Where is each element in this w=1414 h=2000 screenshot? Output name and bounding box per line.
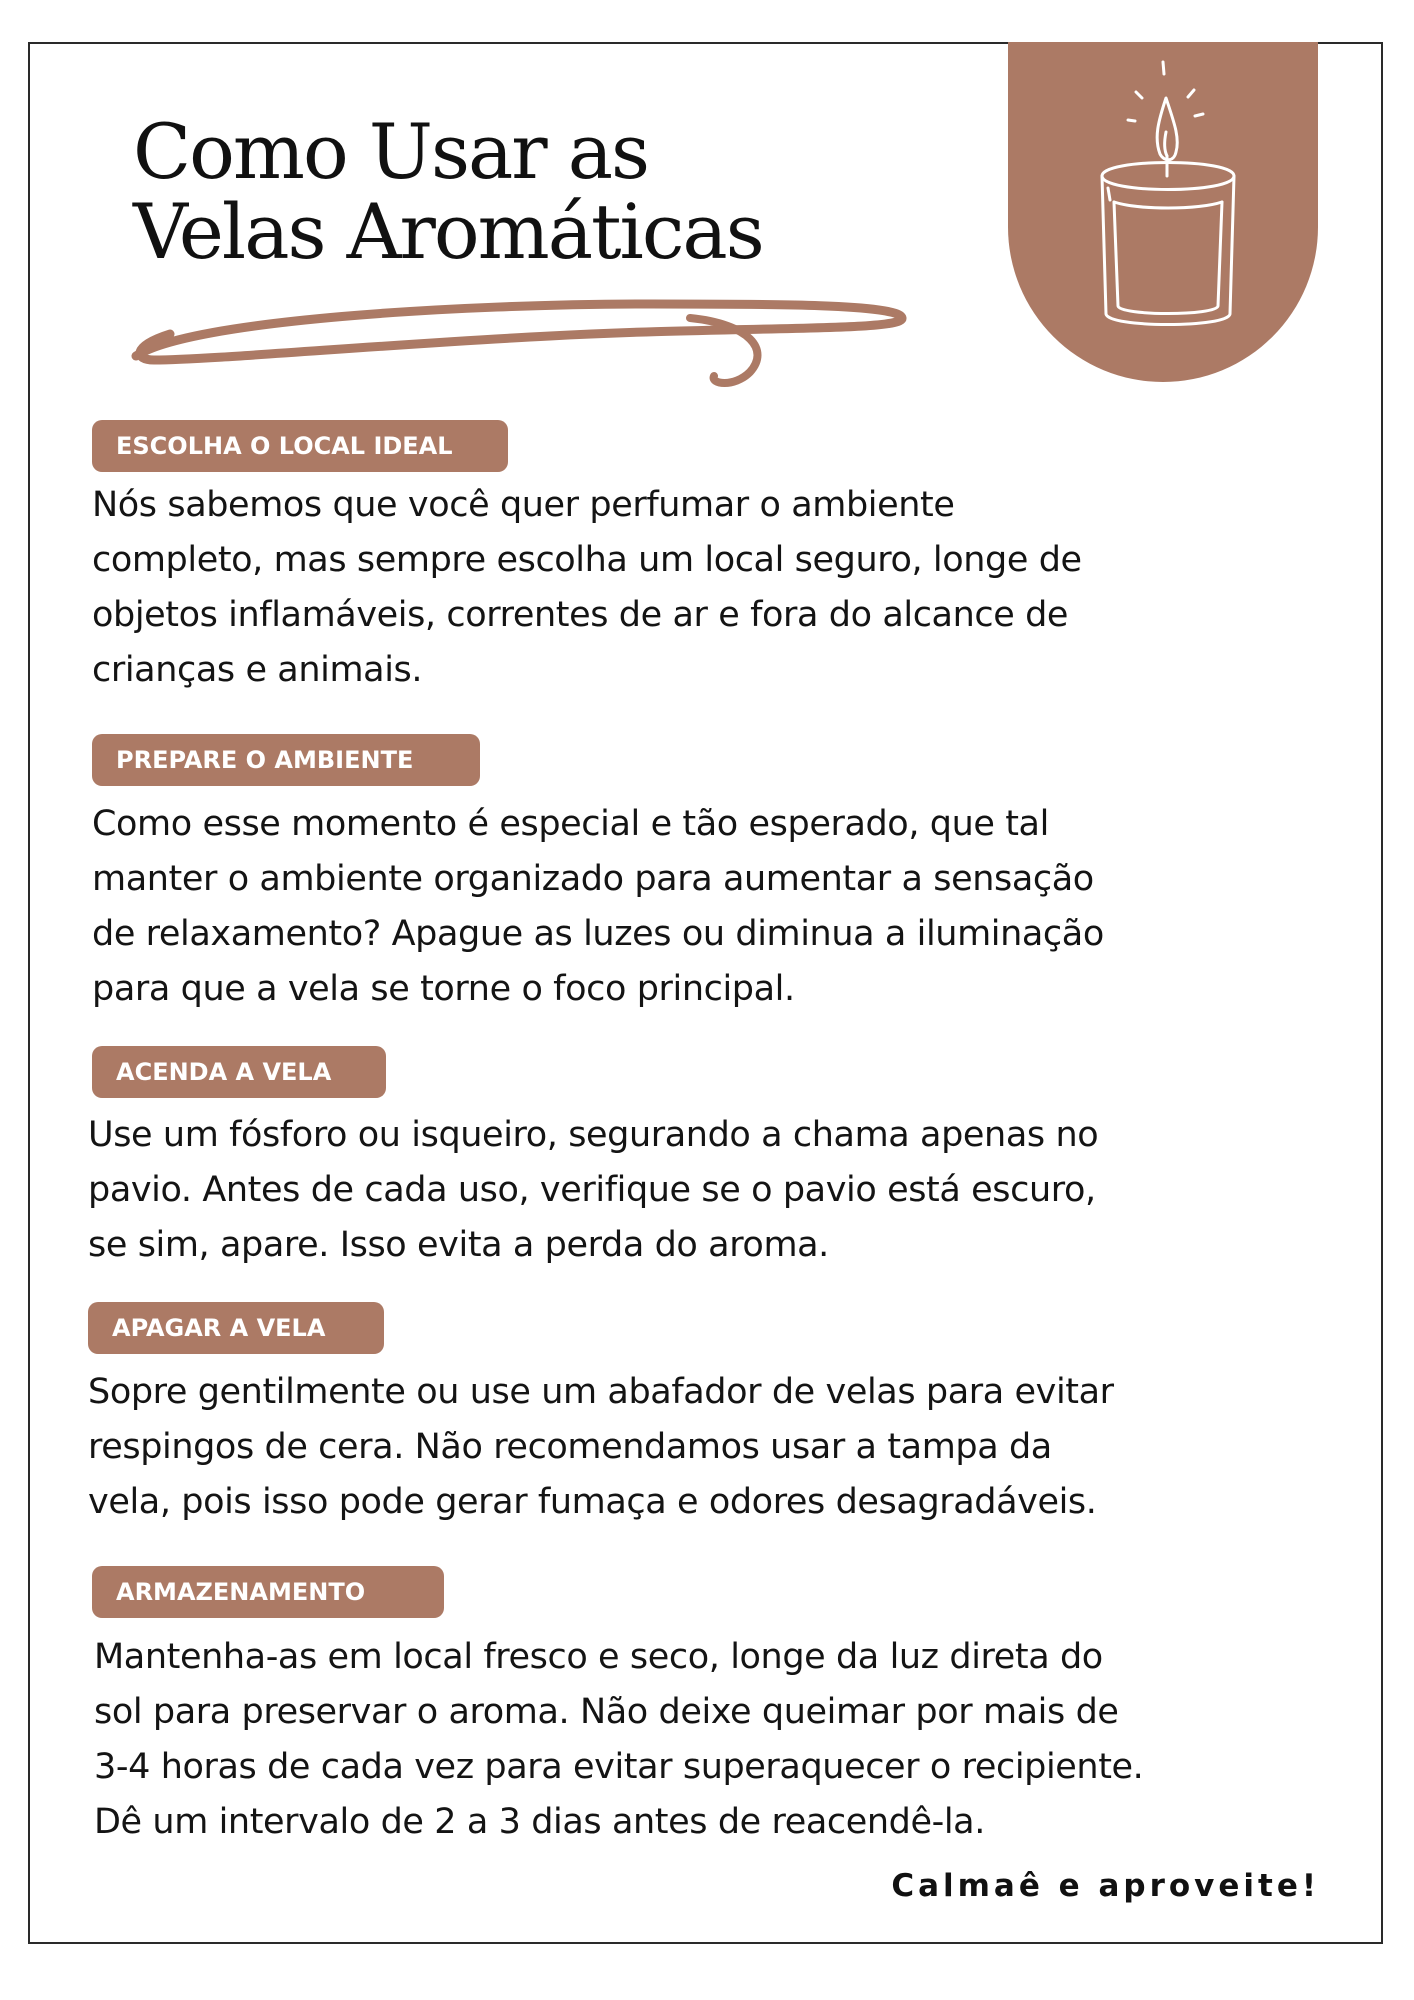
- section-text-acenda: Use um fósforo ou isqueiro, segurando a chama apenas no pavio. Antes de cada uso, verifique se o pavio está escuro, se sim, apare. Isso evita a perda do aroma.: [88, 1115, 1099, 1265]
- candle-icon: [1078, 52, 1258, 342]
- section-heading-ambiente: PREPARE O AMBIENTE: [92, 734, 480, 786]
- page-title: [133, 107, 763, 276]
- swoosh-underline: [130, 290, 920, 400]
- section-heading-local-ideal: ESCOLHA O LOCAL IDEAL: [92, 420, 508, 472]
- title-line-2: Velas Aromáticas: [133, 187, 763, 276]
- section-text-armazenamento: Mantenha-as em local fresco e seco, longe da luz direta do sol para preservar o aroma. Não deixe queimar por mais de 3-4 horas de cada vez para evitar superaquecer o recipiente. Dê um intervalo de 2 a 3 dias antes de reacendê-la.: [94, 1637, 1144, 1842]
- title-line-1: Como Usar as: [133, 107, 649, 196]
- section-heading-apagar: APAGAR A VELA: [88, 1302, 384, 1354]
- section-text-local-ideal: Nós sabemos que você quer perfumar o ambiente completo, mas sempre escolha um local seguro, longe de objetos inflamáveis, correntes de ar e fora do alcance de crianças e animais.: [92, 485, 1082, 690]
- section-text-apagar: Sopre gentilmente ou use um abafador de velas para evitar respingos de cera. Não recomendamos usar a tampa da vela, pois isso pode gerar fumaça e odores desagradáveis.: [88, 1372, 1114, 1522]
- section-heading-acenda: ACENDA A VELA: [92, 1046, 386, 1098]
- section-heading-armazenamento: ARMAZENAMENTO: [92, 1566, 444, 1618]
- section-text-ambiente: Como esse momento é especial e tão esperado, que tal manter o ambiente organizado para aumentar a sensação de relaxamento? Apague as luzes ou diminua a iluminação para que a vela se torne o foco principal.: [92, 804, 1104, 1009]
- sign-off: Calmaê e aproveite!: [891, 1868, 1320, 1904]
